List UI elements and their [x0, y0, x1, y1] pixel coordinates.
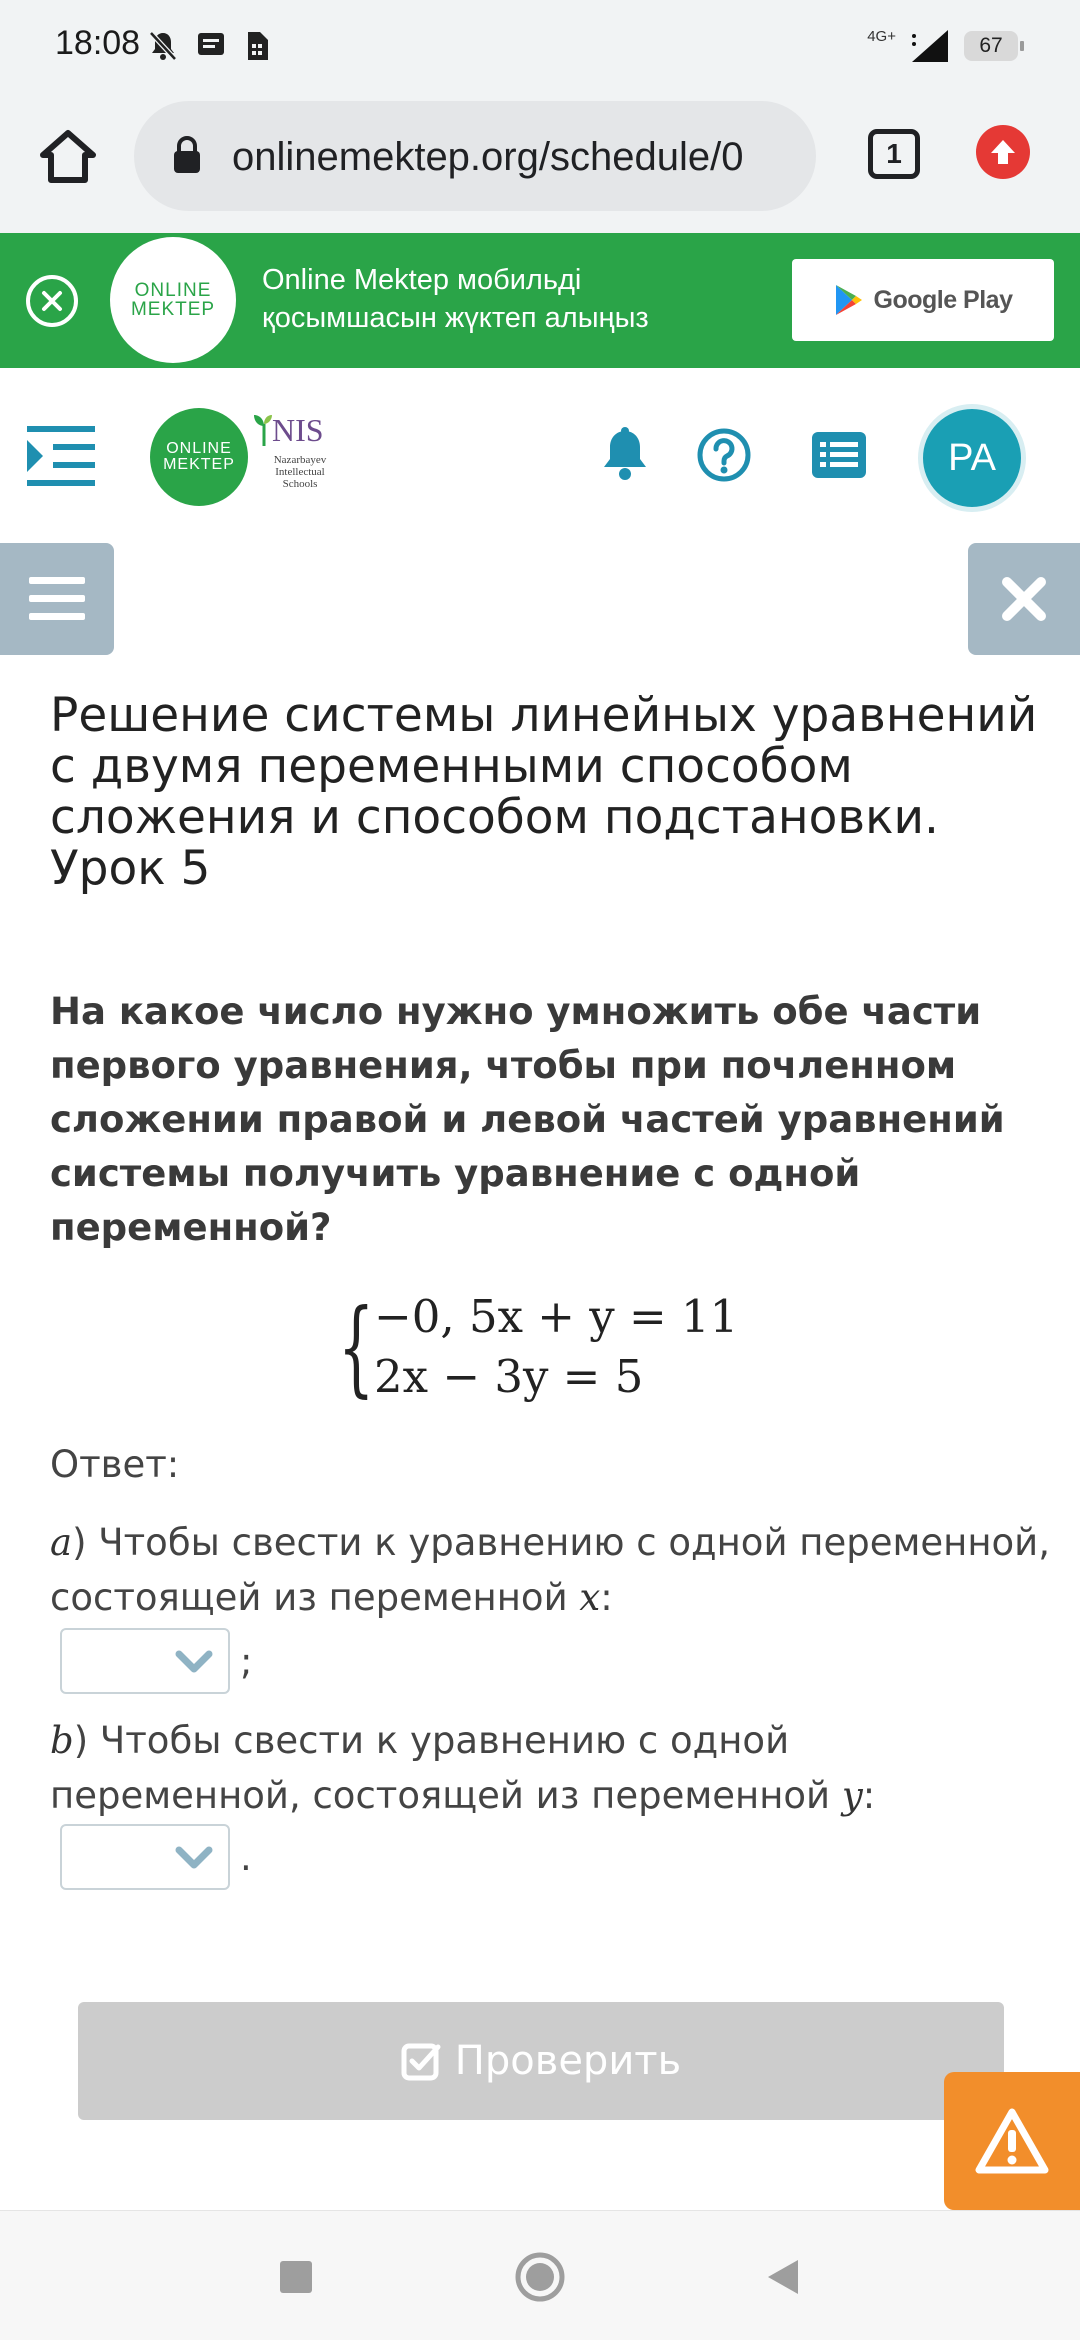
equation-system	[338, 1288, 758, 1418]
circle-icon	[514, 2251, 566, 2303]
sim-icon	[244, 30, 270, 62]
arrow-up-icon	[988, 137, 1018, 167]
back-button[interactable]	[754, 2249, 810, 2305]
close-icon	[40, 289, 64, 313]
recents-button[interactable]	[268, 2249, 324, 2305]
help-button[interactable]	[695, 426, 753, 484]
equation-1: −0, 5x + y = 11	[374, 1290, 739, 1343]
promo-text: Online Mektep мобильді қосымшасын жүктеп алыңыз	[262, 264, 649, 334]
lesson-title: Решение системы линейных уравнений с двумя переменными способом сложения и способом подстановки. Урок 5	[50, 688, 1038, 896]
google-play-button[interactable]	[792, 259, 1054, 341]
status-time: 18:08	[55, 24, 141, 62]
google-play-label: Google Play	[873, 285, 1013, 314]
address-bar[interactable]	[134, 101, 816, 211]
hamburger-icon	[29, 577, 85, 621]
nis-subtitle: Nazarbayev Intellectual Schools	[273, 454, 327, 490]
notifications-button[interactable]	[596, 426, 654, 484]
battery-indicator: 67	[964, 31, 1018, 61]
google-play-icon	[834, 283, 864, 317]
logo-line1: ONLINE	[134, 280, 212, 301]
close-icon	[1001, 576, 1047, 622]
part-b-letter: b	[50, 1719, 74, 1762]
bell-icon	[600, 427, 650, 483]
status-icons-left	[148, 30, 270, 62]
app-promo-banner	[0, 233, 1080, 368]
answer-label: Ответ:	[50, 1443, 180, 1486]
logo-line1: ONLINE	[166, 440, 232, 457]
status-icons-right	[867, 28, 1018, 64]
site-header	[0, 368, 1080, 543]
chevron-down-icon	[174, 1648, 214, 1676]
logo-line2: MEKTEP	[130, 299, 216, 320]
online-mektep-logo	[110, 237, 236, 363]
answer-a-select[interactable]	[60, 1628, 230, 1694]
update-button[interactable]	[976, 125, 1030, 179]
browser-toolbar	[0, 95, 1080, 233]
check-button-label: Проверить	[454, 2038, 682, 2084]
part-b-prompt: b) Чтобы свести к уравнению с одной переменной, состоящей из переменной y:	[50, 1719, 876, 1817]
list-icon	[812, 432, 866, 478]
online-mektep-logo[interactable]	[150, 408, 248, 506]
back-triangle-icon	[764, 2258, 800, 2296]
check-button[interactable]	[78, 2002, 1004, 2120]
home-nav-button[interactable]	[512, 2249, 568, 2305]
user-avatar[interactable]: PA	[918, 404, 1026, 512]
part-a-letter: a	[50, 1521, 73, 1564]
promo-close-button[interactable]	[26, 275, 78, 327]
mute-bell-icon	[148, 30, 178, 62]
question-text: На какое число нужно умножить обе части первого уравнения, чтобы при почленном сложении правой и левой частей уравнений системы получить уравнение с одной переменной?	[50, 990, 1005, 1249]
check-square-icon	[401, 2041, 441, 2081]
home-button[interactable]	[36, 125, 100, 189]
menu-toggle-icon	[27, 424, 95, 488]
tab-switcher-button[interactable]: 1	[868, 129, 920, 179]
list-button[interactable]	[810, 426, 868, 484]
menu-toggle-button[interactable]	[27, 424, 95, 488]
chevron-down-icon	[174, 1844, 214, 1872]
logo-line2: MEKTEP	[163, 456, 235, 473]
answer-b-select[interactable]	[60, 1824, 230, 1890]
part-a-variable: x	[579, 1576, 601, 1619]
square-icon	[279, 2260, 313, 2294]
part-a-prompt: a) Чтобы свести к уравнению с одной переменной, состоящей из переменной x:	[50, 1521, 1050, 1619]
close-panel-button[interactable]	[968, 543, 1080, 655]
warning-icon	[975, 2108, 1049, 2174]
part-a-text: ) Чтобы свести к уравнению с одной переменной, состоящей из переменной	[50, 1521, 1050, 1619]
network-type: 4G+	[867, 27, 896, 45]
status-bar	[0, 0, 1080, 95]
part-a-end: ;	[240, 1640, 253, 1683]
part-b-end: .	[240, 1836, 252, 1879]
message-icon	[196, 30, 226, 60]
nis-title: NIS	[272, 412, 324, 448]
system-nav-bar	[0, 2210, 1080, 2340]
signal-icon	[910, 28, 950, 64]
lock-icon	[172, 135, 202, 175]
side-menu-button[interactable]	[0, 543, 114, 655]
part-b-text: ) Чтобы свести к уравнению с одной переменной, состоящей из переменной	[50, 1719, 842, 1817]
report-problem-button[interactable]	[944, 2072, 1080, 2210]
help-icon	[697, 428, 751, 482]
nis-logo	[252, 412, 348, 508]
url-text: onlinemektep.org/schedule/0	[232, 135, 744, 179]
system-brace: {	[338, 1286, 375, 1408]
equation-2: 2x − 3y = 5	[374, 1350, 644, 1403]
home-icon	[37, 128, 99, 186]
part-b-variable: y	[841, 1774, 863, 1817]
